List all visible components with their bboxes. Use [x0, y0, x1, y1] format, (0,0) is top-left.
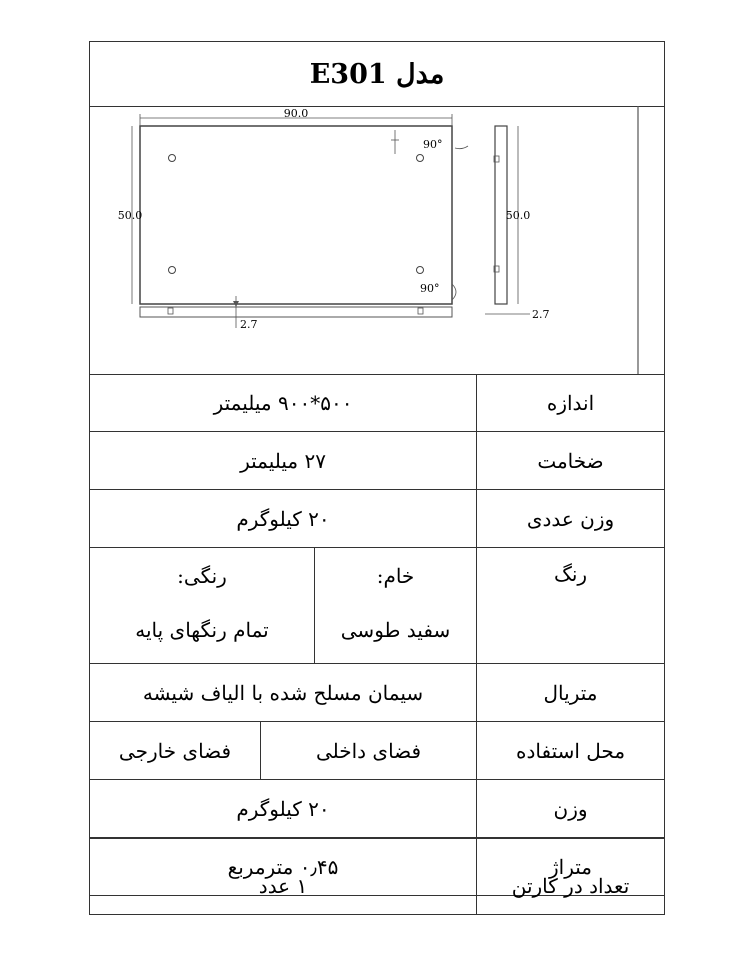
strip-slot-right	[418, 308, 423, 314]
unit-weight-value: ۲۰ کیلوگرم	[236, 506, 330, 531]
thickness-value: ۲۷ میلیمتر	[240, 448, 326, 473]
mount-hole	[169, 155, 176, 162]
mount-hole	[417, 155, 424, 162]
carton-label: تعداد در کارتن	[476, 857, 664, 914]
angle-arc	[455, 146, 468, 149]
usage-outdoor: فضای خارجی	[118, 738, 232, 763]
color-label: رنگ	[476, 548, 664, 663]
row-carton	[89, 857, 665, 915]
colored-title: رنگی:	[177, 564, 227, 588]
front-view-rect	[140, 126, 452, 304]
thickness-label: ضخامت	[476, 432, 664, 489]
spec-sheet	[89, 41, 665, 915]
color-colored-cell	[90, 548, 314, 663]
row-thickness	[90, 432, 664, 490]
size-value: ۵۰۰*۹۰۰ میلیمتر	[213, 390, 353, 415]
height-dim-label: 50.0	[117, 209, 143, 222]
unit-weight-label: وزن عددی	[476, 490, 664, 547]
colored-value: تمام رنگهای پایه	[135, 618, 269, 642]
color-raw-cell	[314, 548, 476, 663]
side-height-label: 50.0	[505, 209, 531, 222]
mount-hole	[169, 267, 176, 274]
usage-indoor: فضای داخلی	[260, 722, 476, 779]
weight-value: ۲۰ کیلوگرم	[236, 796, 330, 821]
drawing-svg	[90, 106, 664, 374]
row-size	[90, 374, 664, 432]
raw-title: خام:	[376, 564, 415, 588]
thickness-front-label: 2.7	[240, 318, 258, 331]
raw-value: سفید طوسی	[340, 618, 451, 642]
thickness-side-label: 2.7	[532, 308, 550, 321]
technical-drawing	[90, 106, 664, 375]
material-label: متریال	[476, 664, 664, 721]
angle-bottom-label: 90°	[420, 282, 440, 295]
thickness-strip	[140, 307, 452, 317]
area-value: ۰٫۴۵ مترمربع	[227, 854, 339, 879]
area-label: متراژ	[476, 838, 664, 895]
size-label: اندازه	[476, 374, 664, 431]
row-color	[90, 548, 664, 664]
material-value: سیمان مسلح شده با الیاف شیشه	[142, 680, 424, 705]
width-dim-label: 90.0	[283, 107, 309, 120]
row-usage	[90, 722, 664, 780]
angle-top-label: 90°	[423, 138, 443, 151]
strip-slot-left	[168, 308, 173, 314]
usage-label: محل استفاده	[476, 722, 664, 779]
carton-value: ۱ عدد	[258, 873, 308, 898]
row-unit-weight	[90, 490, 664, 548]
row-weight	[90, 780, 664, 838]
weight-label: وزن	[476, 780, 664, 837]
row-material	[90, 664, 664, 722]
model-title: مدل E301	[90, 42, 664, 107]
mount-hole	[417, 267, 424, 274]
